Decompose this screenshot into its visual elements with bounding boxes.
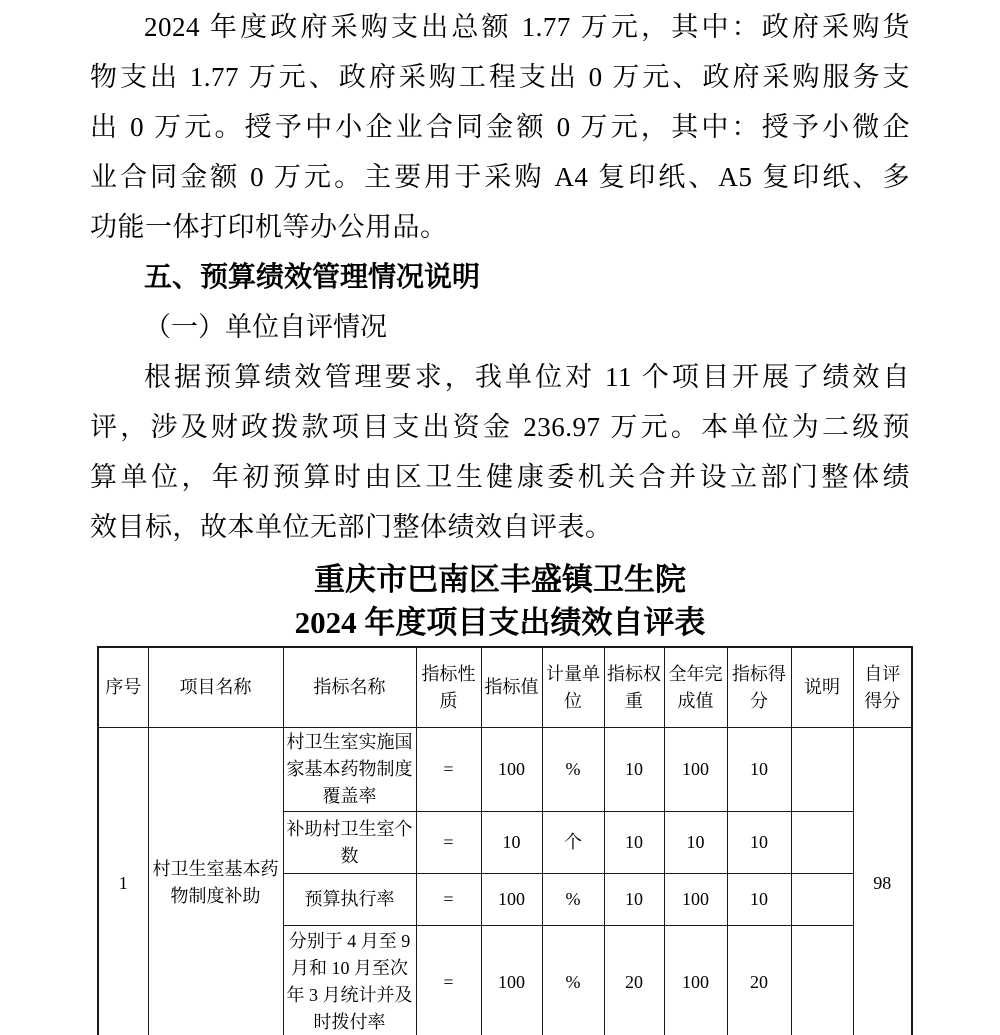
- cell-indicator-nature: =: [416, 728, 481, 812]
- cell-unit: %: [542, 728, 604, 812]
- cell-note: [791, 874, 853, 926]
- paragraph-line: 物支出 1.77 万元、政府采购工程支出 0 万元、政府采购服务支: [90, 62, 910, 92]
- header-seq: 序号: [98, 647, 148, 728]
- header-indicator-name: 指标名称: [283, 647, 416, 728]
- cell-weight: 10: [604, 874, 664, 926]
- cell-indicator-nature: =: [416, 874, 481, 926]
- header-indicator-value: 指标值: [481, 647, 542, 728]
- table-row: [98, 728, 912, 812]
- cell-indicator-score: 20: [727, 926, 791, 1035]
- cell-indicator-value: 10: [481, 812, 542, 874]
- paragraph-line: 算单位，年初预算时由区卫生健康委机关合并设立部门整体绩: [90, 462, 910, 492]
- header-note: 说明: [791, 647, 853, 728]
- table-title-org: 重庆市巴南区丰盛镇卫生院: [314, 562, 686, 597]
- header-self-score: 自评得分: [853, 647, 912, 728]
- paragraph-line: 评，涉及财政拨款项目支出资金 236.97 万元。本单位为二级预: [90, 412, 910, 442]
- paragraph-line: 2024 年度政府采购支出总额 1.77 万元，其中：政府采购货: [144, 12, 910, 42]
- cell-indicator-nature: =: [416, 926, 481, 1035]
- performance-self-evaluation-table: [97, 646, 913, 1035]
- cell-completed-value: 10: [664, 812, 727, 874]
- header-completed-value: 全年完成值: [664, 647, 727, 728]
- cell-project-name: 村卫生室基本药物制度补助: [148, 728, 283, 1035]
- cell-note: [791, 728, 853, 812]
- paragraph-procurement: [90, 2, 910, 252]
- cell-indicator-name: 补助村卫生室个数: [283, 812, 416, 874]
- cell-completed-value: 100: [664, 926, 727, 1035]
- cell-weight: 10: [604, 728, 664, 812]
- paragraph-line: 业合同金额 0 万元。主要用于采购 A4 复印纸、A5 复印纸、多: [90, 162, 910, 192]
- paragraph-line: 出 0 万元。授予中小企业合同金额 0 万元，其中：授予小微企: [90, 112, 910, 142]
- header-indicator-score: 指标得分: [727, 647, 791, 728]
- cell-indicator-value: 100: [481, 728, 542, 812]
- cell-note: [791, 812, 853, 874]
- cell-completed-value: 100: [664, 728, 727, 812]
- cell-indicator-nature: =: [416, 812, 481, 874]
- cell-indicator-name: 村卫生室实施国家基本药物制度覆盖率: [283, 728, 416, 812]
- paragraph-line: 根据预算绩效管理要求，我单位对 11 个项目开展了绩效自: [144, 362, 910, 392]
- cell-indicator-value: 100: [481, 874, 542, 926]
- cell-seq: 1: [98, 728, 148, 1035]
- table-title-name: 2024 年度项目支出绩效自评表: [294, 605, 706, 640]
- cell-indicator-name: 分别于 4 月至 9 月和 10 月至次年 3 月统计并及时拨付率: [283, 926, 416, 1035]
- paragraph-line: 功能一体打印机等办公用品。: [90, 212, 448, 242]
- cell-completed-value: 100: [664, 874, 727, 926]
- cell-weight: 20: [604, 926, 664, 1035]
- section-heading: 五、预算绩效管理情况说明: [144, 261, 481, 292]
- cell-indicator-score: 10: [727, 874, 791, 926]
- cell-note: [791, 926, 853, 1035]
- cell-unit: 个: [542, 812, 604, 874]
- header-project-name: 项目名称: [148, 647, 283, 728]
- cell-weight: 10: [604, 812, 664, 874]
- table-header-row: [98, 647, 912, 728]
- paragraph-line: 效目标，故本单位无部门整体绩效自评表。: [90, 512, 613, 542]
- header-indicator-nature: 指标性质: [416, 647, 481, 728]
- cell-indicator-name: 预算执行率: [283, 874, 416, 926]
- cell-indicator-score: 10: [727, 728, 791, 812]
- cell-indicator-score: 10: [727, 812, 791, 874]
- cell-unit: %: [542, 874, 604, 926]
- cell-self-score: 98: [853, 728, 912, 1035]
- sub-heading: （一）单位自评情况: [144, 312, 387, 342]
- header-weight: 指标权重: [604, 647, 664, 728]
- table-title: [90, 558, 910, 644]
- header-unit: 计量单位: [542, 647, 604, 728]
- cell-indicator-value: 100: [481, 926, 542, 1035]
- cell-unit: %: [542, 926, 604, 1035]
- paragraph-self-evaluation: [90, 352, 910, 552]
